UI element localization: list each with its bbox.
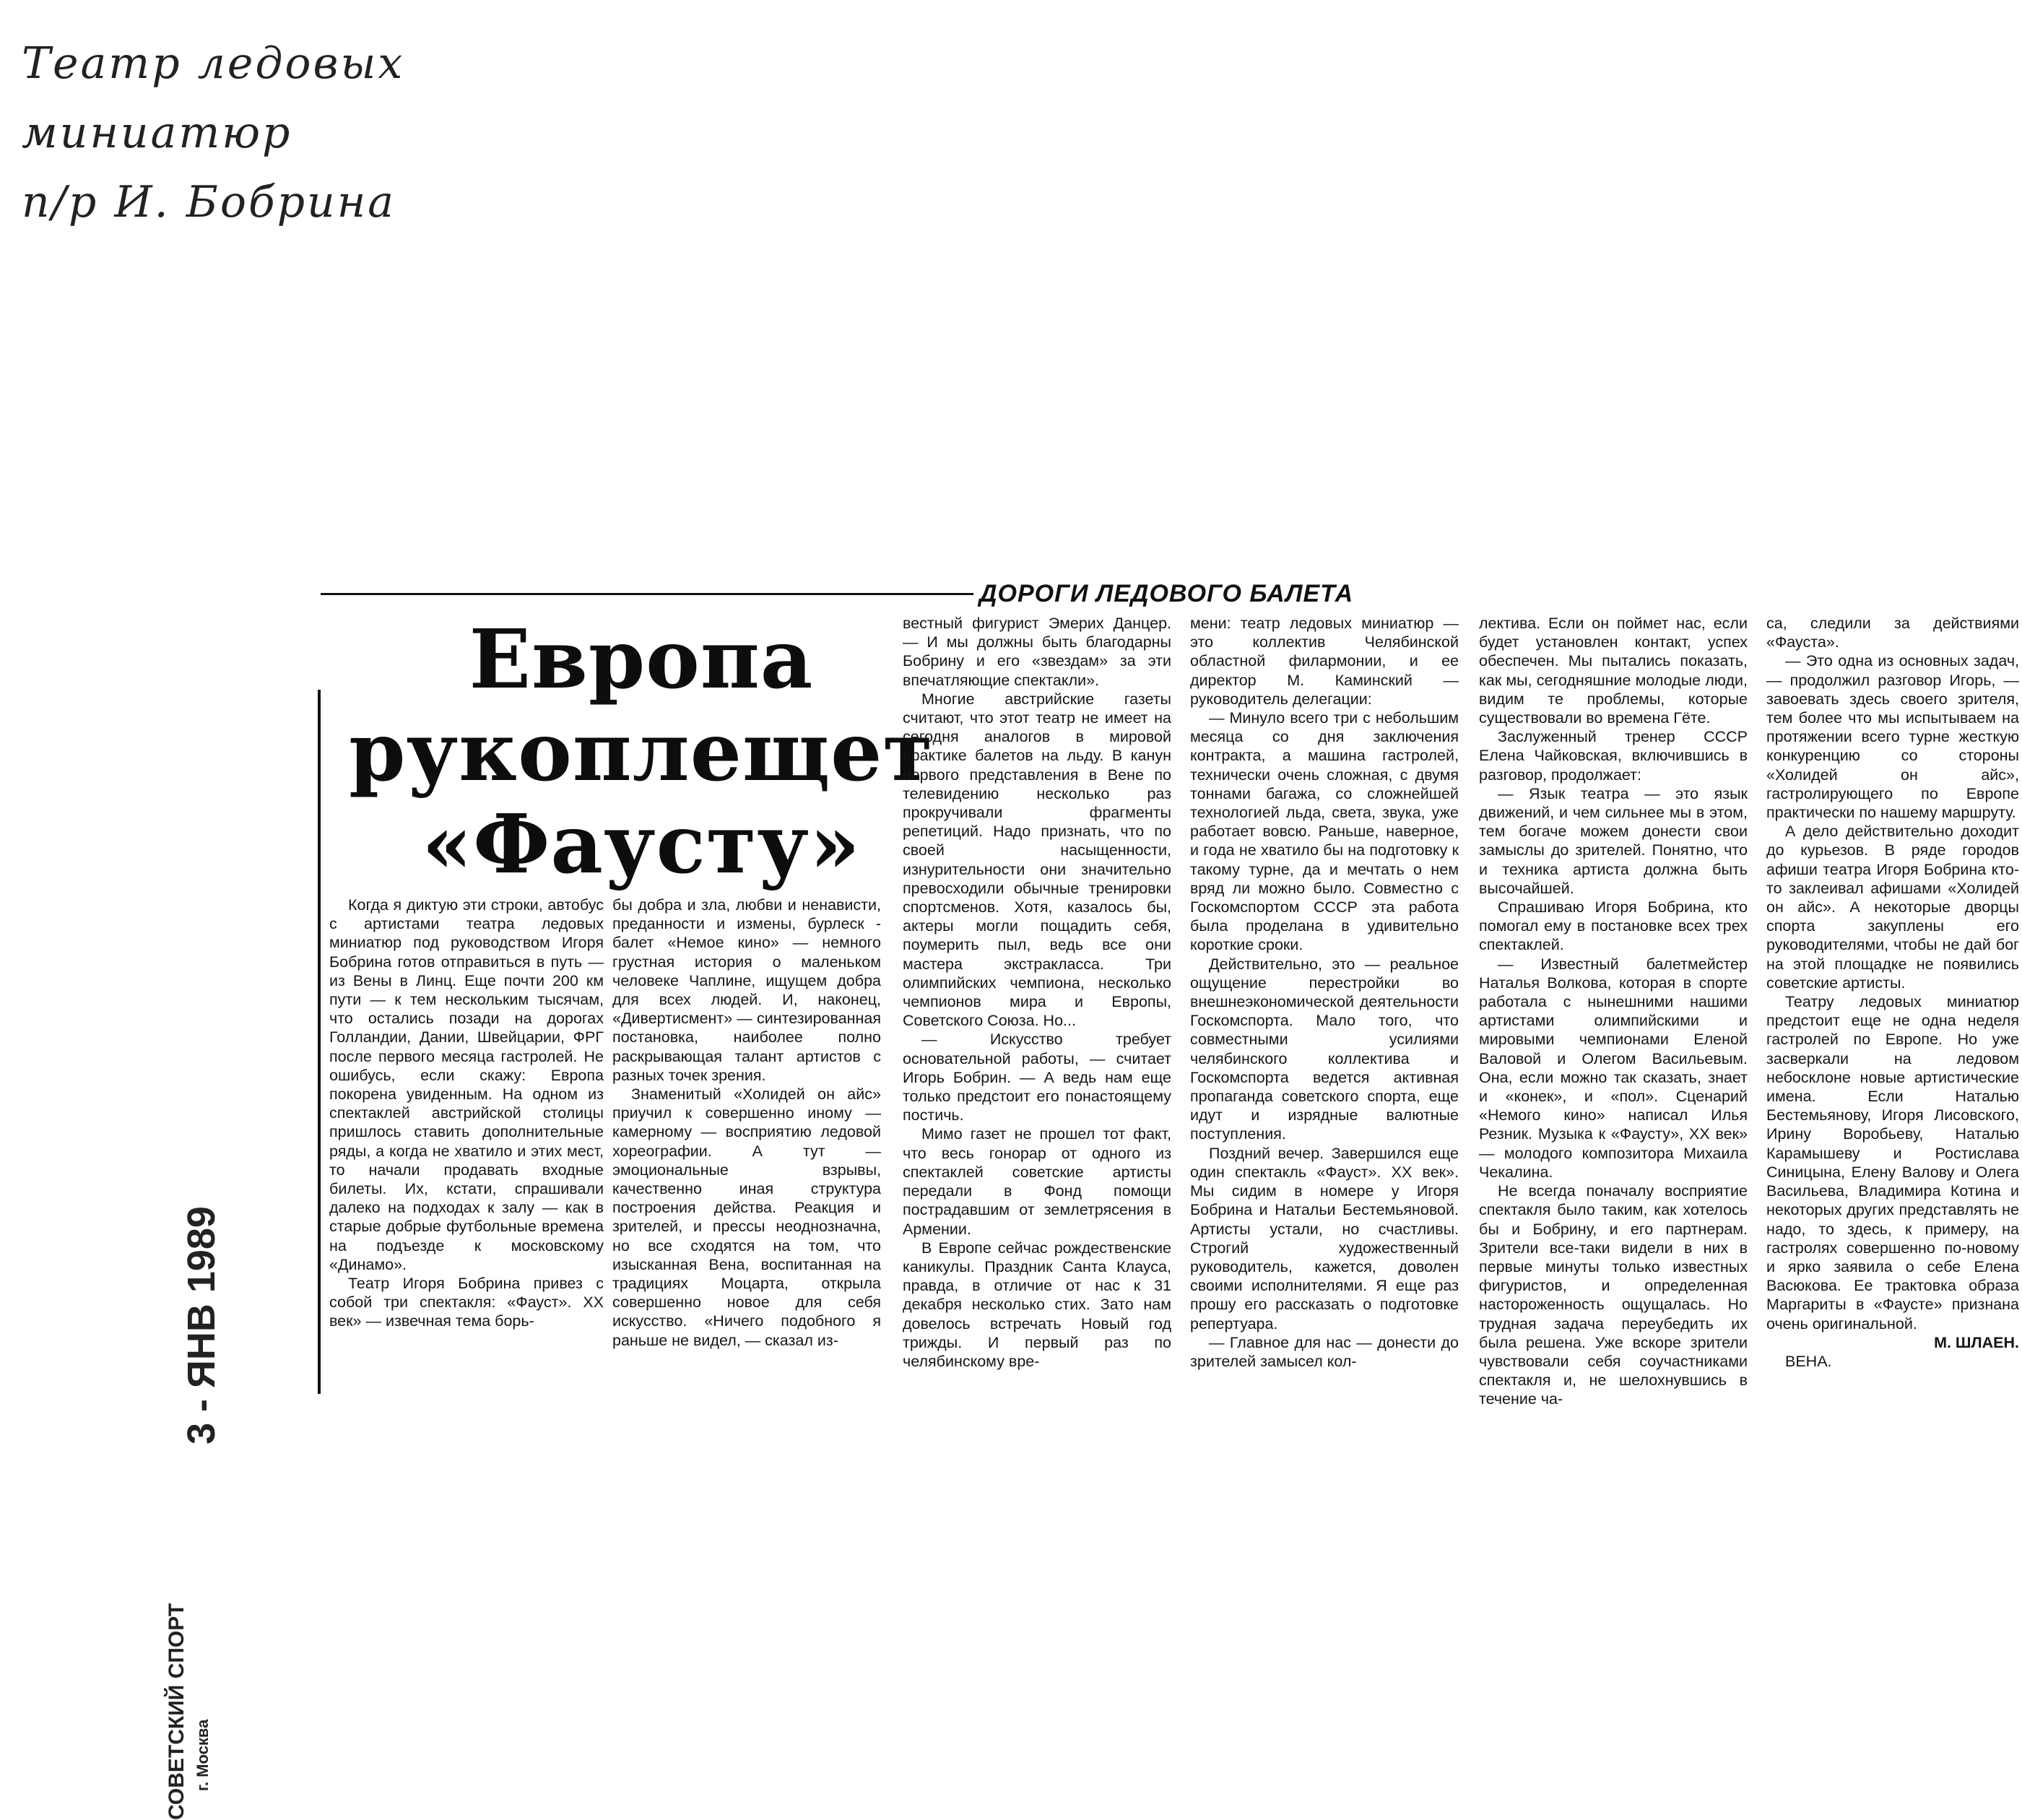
- paragraph: Мимо газет не прошел тот факт, что весь гонорар от одного из спектаклей советские артисты передали в Фонд помощи пострадавшим от землетрясения в Армении.: [903, 1125, 1171, 1238]
- paragraph: А дело действительно доходит до курьезов. В ряде городов афиши театра Игоря Бобрина кто-то заклеивал афишами «Холидей он айс». А некоторые дворцы спорта закуплены его руководителями, чтобы не дай бог на этой площадке не появились советские артисты.: [1766, 823, 2019, 992]
- paragraph: Спрашиваю Игоря Бобрина, кто помогал ему в постановке всех трех спектаклей.: [1479, 898, 1748, 954]
- paragraph: Заслуженный тренер СССР Елена Чайковская, включившись в разговор, продолжает:: [1479, 728, 1748, 784]
- stamp-city: г. Москва: [194, 1719, 212, 1791]
- paragraph: Знаменитый «Холидей он айс» приучил к совершенно иному — камерному — восприятию ледовой хореографии. А тут — эмоциональные взрывы, качественно иная структура построения действа. Реакция и зрителей, и прессы неоднозначна, но все сходятся на том, что изысканная Вена, воспитанная на традициях Моцарта, открыла совершенно новое для себя искусство. «Ничего подобного я раньше не видел, — сказал из-: [612, 1086, 881, 1349]
- handwritten-note: [22, 29, 469, 237]
- stamp-paper-name: СОВЕТСКИЙ СПОРТ: [165, 1603, 188, 1820]
- paragraph: Поздний вечер. Завершился еще один спектакль «Фауст». XX век». Мы сидим в номере у Игоря Бобрина и Натальи Бестемьяновой. Артисты устали, но счастливы. Строгий художественный руководитель, кажется, доволен своими исполнителями. Я еще раз прошу его рассказать о подготовке репертуара.: [1190, 1144, 1459, 1332]
- paragraph: бы добра и зла, любви и ненависти, преданности и измены, бурлеск - балет «Немое кино» — немного грустная история о маленьком человеке Чаплине, ищущем добра для всех людей. И, наконец, «Дивертисмент» — синтезированная постановка, наиболее полно раскрывающая талант артистов с разных точек зрения.: [612, 896, 881, 1084]
- article-column-1: [329, 896, 604, 1394]
- paragraph: — Искусство требует основательной работы, — считает Игорь Бобрин. — А ведь нам еще только предстоит его понастоящему постичь.: [903, 1031, 1171, 1124]
- article-column-5: [1479, 614, 1748, 1408]
- newspaper-clipping: [165, 578, 2022, 1820]
- author-signature: М. ШЛАЕН.: [1934, 1333, 2019, 1351]
- paragraph: — Минуло всего три с небольшим месяца со дня заключения контракта, а машина гастролей, технически очень сложная, с двумя тоннами багажа, со сложнейшей технологией льда, света, звука, уже работает вовсю. Раньше, наверное, и года не хватило бы на подготовку к такому турне, да и мечтать о нем вряд ли можно было. Совместно с Госкомспортом СССР эта работа была проделана в удивительно короткие сроки.: [1190, 709, 1459, 954]
- paragraph: Когда я диктую эти строки, автобус с артистами театра ледовых миниатюр под руководством Игоря Бобрина готов отправиться в путь — из Вены в Линц. Еще почти 200 км пути — к тем нескольким тысячам, что остались позади на дорогах Голландии, Дании, Швейцарии, ФРГ после первого месяца гастролей. Не ошибусь, если скажу: Европа покорена увиденным. На одном из спектаклей австрийской столицы пришлось ставить дополнительные ряды, а когда не хватило и этих мест, то начали продавать входные билеты. Их, кстати, спрашивали далеко на подходах к залу — как в старые добрые футбольные времена на подъезде к московскому «Динамо».: [329, 896, 604, 1273]
- paragraph: мени: театр ледовых миниатюр — это коллектив Челябинской областной филармонии, и ее директор М. Каминский — руководитель делегации:: [1190, 615, 1459, 708]
- paragraph: вестный фигурист Эмерих Данцер. — И мы должны быть благодарны Бобрину и его «звездам» за эти впечатляющие спектакли».: [903, 615, 1171, 689]
- paragraph: — Главное для нас — донести до зрителей замысел кол-: [1190, 1333, 1459, 1370]
- handwritten-note-line: миниатюр: [22, 108, 292, 158]
- paragraph: лектива. Если он поймет нас, если будет установлен контакт, успех обеспечен. Мы пытались показать, как мы, сегодняшние молодые люди, видим те проблемы, которые существовали во времена Гёте.: [1479, 615, 1748, 727]
- paragraph: Театр Игоря Бобрина привез с собой три спектакля: «Фауст». XX век» — извечная тема борь-: [329, 1275, 604, 1330]
- column-rule: [318, 690, 321, 1394]
- paragraph: Действительно, это — реальное ощущение перестройки во внешнеэкономической деятельности Госкомспорта. Мало того, что совместными усилиями челябинского коллектива и Госкомспорта ведется активная пропаганда советского спорта, еще идут и изрядные валютные поступления.: [1190, 955, 1459, 1143]
- headline-line: «Фаусту»: [422, 797, 861, 892]
- paragraph: Не всегда поначалу восприятие спектакля было таким, как хотелось бы и Бобрину, и его партнерам. Зрители все-таки видели в них в первые минуты только известных фигуристов, и определенная настороженность ощущалась. Но трудная задача переубедить их была решена. Уже вскоре зрители чувствовали себя соучастниками спектакля и, не шелохнувшись в течение ча-: [1479, 1182, 1748, 1408]
- dateline: ВЕНА.: [1785, 1352, 1832, 1370]
- article-column-3: [903, 614, 1171, 1394]
- paragraph: Многие австрийские газеты считают, что этот театр не имеет на сегодня аналогов в мировой практике балетов на льду. В канун первого представления в Вене по телевидению несколько раз прокручивали фрагменты репетиций. Надо признать, что по своей насыщенности, изнурительности они значительно превосходили обычные тренировки спортсменов. Хотя, казалось бы, актеры могли пощадить себя, поумерить пыл, ведь все они мастера экстракласса. Три олимпийских чемпиона, несколько чемпионов мира и Европы, Советского Союза. Но...: [903, 690, 1171, 1030]
- handwritten-note-line: Театр ледовых: [22, 38, 405, 89]
- paragraph: — Известный балетмейстер Наталья Волкова, которая в спорте работала с нынешними нашими артистами олимпийскими и мировыми чемпионами Еленой Валовой и Олегом Васильевым. Она, если можно так сказать, знает и «конек», и «пол». Сценарий «Немого кино» написал Илья Резник. Музыка к «Фаусту», XX век» — молодого композитора Михаила Чекалина.: [1479, 955, 1748, 1181]
- headline: [338, 614, 945, 891]
- article-column-2: [612, 896, 881, 1394]
- stamp-date: 3 - ЯНВ 1989: [180, 1206, 223, 1444]
- handwritten-note-line: п/р И. Бобрина: [22, 177, 396, 228]
- paragraph: В Европе сейчас рождественские каникулы. Праздник Санта Клауса, правда, в отличие от нас к 31 декабря несколько стих. Зато нам довелось встречать Новый год трижды. И первый раз по челябинскому вре-: [903, 1239, 1171, 1370]
- headline-line: рукоплещет: [349, 705, 934, 800]
- rubric-title: ДОРОГИ ЛЕДОВОГО БАЛЕТА: [973, 578, 1694, 610]
- headline-line: Европа: [469, 612, 814, 707]
- paragraph: — Это одна из основных задач, — продолжил разговор Игорь, — завоевать здесь своего зрителя, тем более что мы испытываем на протяжении всего турне жесткую конкуренцию со стороны «Холидей он айс», гастролирующего по Европе практически по нашему маршруту.: [1766, 652, 2019, 822]
- paragraph: Театру ледовых миниатюр предстоит еще не одна неделя гастролей по Европе. Но уже засверкали на ледовом небосклоне новые артистические имена. Если Наталью Бестемьянову, Игоря Лисовского, Ирину Воробьеву, Наталью Карамышеву и Ростислава Синицына, Елену Валову и Олега Васильева, Владимира Котина и некоторых других представлять не надо, то здесь, к примеру, на гастролях совершенно по-новому и ярко заявила о себе Елена Васюкова. Ее трактовка образа Маргариты в «Фаусте» признана очень оригинальной.: [1766, 993, 2019, 1332]
- article-column-4: [1190, 614, 1459, 1394]
- paragraph: са, следили за действиями «Фауста».: [1766, 615, 2019, 651]
- article-column-6: [1766, 614, 2019, 1394]
- paragraph: — Язык театра — это язык движений, и чем сильнее мы в этом, тем богаче можем донести свои замыслы до зрителей. Понятно, что и техника артиста должна быть высочайшей.: [1479, 784, 1748, 897]
